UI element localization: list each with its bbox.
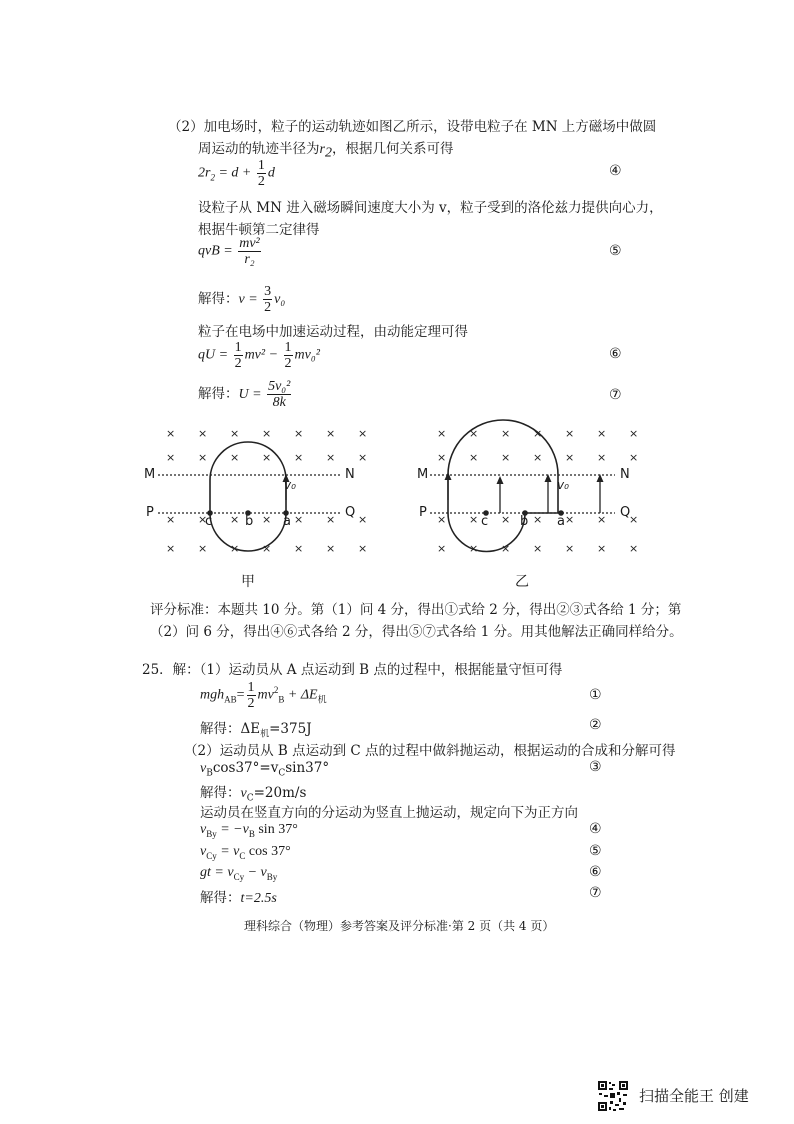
marker-7: ⑦ bbox=[609, 387, 622, 403]
label-N-left: N bbox=[345, 467, 355, 482]
q25-solve-vc: 解得：$v_C=20m/s$ bbox=[200, 785, 307, 804]
q25-equation-2: 解得：$\Delta E_机=375J$ bbox=[200, 721, 312, 740]
figure-right bbox=[430, 420, 615, 552]
field-cross-mark: × bbox=[565, 427, 575, 440]
field-cross-mark: × bbox=[358, 513, 368, 526]
field-cross-mark: × bbox=[326, 427, 336, 440]
q25-marker-2: ② bbox=[589, 717, 602, 733]
q25-equation-6: gt = $v_{Cy} - v_{By}$ bbox=[200, 865, 278, 882]
field-cross-mark: × bbox=[326, 513, 336, 526]
q25-text-vert: 运动员在竖直方向的分运动为竖直上抛运动，规定向下为正方向 bbox=[200, 805, 578, 821]
field-cross-mark: × bbox=[629, 542, 639, 555]
q25-equation-3: $v_B\cos 37^\circ=v_C\sin 37^\circ$ bbox=[200, 760, 330, 779]
field-cross-mark: × bbox=[629, 427, 639, 440]
field-cross-mark: × bbox=[469, 427, 479, 440]
q25-marker-4: ④ bbox=[589, 821, 602, 837]
label-b-left: b bbox=[245, 514, 254, 529]
label-N-right: N bbox=[620, 467, 630, 482]
figure-left bbox=[158, 442, 340, 551]
field-cross-mark: × bbox=[437, 451, 447, 464]
q25-equation-5: $v_{Cy} = v_C$ cos 37° bbox=[200, 844, 291, 861]
label-a-right: a bbox=[557, 514, 565, 529]
field-cross-mark: × bbox=[262, 451, 272, 464]
q25-equation-1: mgh$_{AB}$= $\frac{1}{2}$ $mv^2_B + \Delta E_机$ bbox=[200, 680, 327, 711]
caption-left: 甲 bbox=[241, 574, 255, 590]
q25-marker-3: ③ bbox=[589, 759, 602, 775]
field-cross-mark: × bbox=[597, 427, 607, 440]
label-c-right: c bbox=[481, 514, 489, 529]
trajectory-left bbox=[210, 442, 286, 551]
field-cross-mark: × bbox=[565, 513, 575, 526]
field-cross-mark: × bbox=[501, 451, 511, 464]
q25-head: 25．解：（1）运动员从 A 点运动到 B 点的过程中，根据能量守恒可得 bbox=[142, 662, 563, 678]
q25-equation-4: $v_{By} = -v_B$ sin 37° bbox=[200, 822, 298, 839]
label-a-left: a bbox=[283, 514, 291, 529]
field-cross-mark: × bbox=[198, 427, 208, 440]
field-cross-mark: × bbox=[294, 451, 304, 464]
part2-line1: （2）加电场时，粒子的运动轨迹如图乙所示，设带电粒子在 MN 上方磁场中做圆 bbox=[168, 119, 657, 135]
label-v0-left: v₀ bbox=[284, 478, 296, 492]
field-cross-mark: × bbox=[597, 513, 607, 526]
q25-part2: （2）运动员从 B 点运动到 C 点的过程中做斜抛运动，根据运动的合成和分解可得 bbox=[184, 743, 676, 759]
field-cross-mark: × bbox=[629, 451, 639, 464]
grading-line2: （2）问 6 分，得出④⑥式各给 2 分，得出⑤⑦式各给 1 分。用其他解法正确同样给分。 bbox=[150, 624, 683, 640]
field-cross-mark: × bbox=[437, 542, 447, 555]
marker-4: ④ bbox=[609, 163, 622, 179]
field-cross-mark: × bbox=[198, 513, 208, 526]
field-cross-mark: × bbox=[597, 542, 607, 555]
equation-6: qU = $\frac{1}{2}$ mv² − $\frac{1}{2}$ mv₀² bbox=[198, 340, 320, 371]
field-cross-mark: × bbox=[166, 513, 176, 526]
field-cross-mark: × bbox=[230, 427, 240, 440]
field-cross-mark: × bbox=[294, 427, 304, 440]
field-cross-mark: × bbox=[629, 513, 639, 526]
label-M-left: M bbox=[144, 467, 156, 482]
label-Q-left: Q bbox=[345, 505, 356, 520]
q25-marker-1: ① bbox=[589, 687, 602, 703]
field-cross-mark: × bbox=[565, 542, 575, 555]
field-cross-mark: × bbox=[501, 427, 511, 440]
label-P-right: P bbox=[419, 505, 427, 520]
field-cross-mark: × bbox=[230, 451, 240, 464]
field-cross-mark: × bbox=[230, 542, 240, 555]
equation-4: $2r_2 = d$ + $\frac{1}{2}$ d bbox=[198, 158, 275, 189]
field-cross-mark: × bbox=[326, 451, 336, 464]
field-cross-mark: × bbox=[198, 451, 208, 464]
field-cross-mark: × bbox=[262, 427, 272, 440]
equation-5: qvB = $\frac{\text{mv²}}{\text{r₂}}$ bbox=[198, 236, 260, 267]
marker-6: ⑥ bbox=[609, 346, 622, 362]
field-cross-mark: × bbox=[198, 542, 208, 555]
field-cross-mark: × bbox=[294, 542, 304, 555]
field-cross-mark: × bbox=[437, 513, 447, 526]
part2-text4: 根据牛顿第二定律得 bbox=[198, 222, 320, 238]
field-cross-mark: × bbox=[533, 542, 543, 555]
field-cross-mark: × bbox=[533, 427, 543, 440]
part2-line2: 周运动的轨迹半径为$r_2$，根据几何关系可得 bbox=[198, 141, 454, 161]
solve-v: 解得：v = $\frac{3}{2}$ v₀ bbox=[198, 284, 286, 315]
field-cross-mark: × bbox=[294, 513, 304, 526]
label-c-left: c bbox=[205, 514, 213, 529]
label-Q-right: Q bbox=[620, 505, 631, 520]
q25-marker-5: ⑤ bbox=[589, 843, 602, 859]
watermark-text: 扫描全能王 创建 bbox=[639, 1087, 749, 1105]
q25-equation-7: 解得：t=2.5s bbox=[200, 890, 277, 906]
part2-text5: 粒子在电场中加速运动过程，由动能定理可得 bbox=[198, 324, 468, 340]
part2-text3: 设粒子从 MN 进入磁场瞬间速度大小为 v，粒子受到的洛伦兹力提供向心力， bbox=[198, 200, 663, 216]
label-M-right: M bbox=[417, 467, 429, 482]
page-footer: 理科综合（物理）参考答案及评分标准·第 2 页（共 4 页） bbox=[244, 919, 555, 933]
field-cross-mark: × bbox=[501, 542, 511, 555]
field-cross-mark: × bbox=[469, 513, 479, 526]
field-cross-mark: × bbox=[230, 513, 240, 526]
solve-U: 解得：U = $\frac{\text{5v₀²}}{8k}$ bbox=[198, 379, 291, 410]
grading-line1: 评分标准：本题共 10 分。第（1）问 4 分，得出①式给 2 分，得出②③式各给 1 分；第 bbox=[150, 602, 682, 618]
field-cross-mark: × bbox=[533, 451, 543, 464]
field-cross-mark: × bbox=[565, 451, 575, 464]
label-b-right: b bbox=[520, 514, 529, 529]
field-cross-mark: × bbox=[358, 427, 368, 440]
qr-code-icon bbox=[597, 1080, 629, 1112]
marker-5: ⑤ bbox=[609, 243, 622, 259]
field-cross-mark: × bbox=[501, 513, 511, 526]
field-cross-mark: × bbox=[358, 542, 368, 555]
field-cross-mark: × bbox=[437, 427, 447, 440]
field-cross-mark: × bbox=[166, 542, 176, 555]
field-cross-mark: × bbox=[262, 542, 272, 555]
q25-marker-7: ⑦ bbox=[589, 885, 602, 901]
field-cross-mark: × bbox=[166, 451, 176, 464]
field-cross-mark: × bbox=[262, 513, 272, 526]
label-P-left: P bbox=[146, 505, 154, 520]
field-cross-mark: × bbox=[469, 451, 479, 464]
label-v0-right: v₀ bbox=[557, 478, 569, 492]
field-cross-mark: × bbox=[533, 513, 543, 526]
field-cross-mark: × bbox=[358, 451, 368, 464]
field-cross-mark: × bbox=[597, 451, 607, 464]
field-cross-mark: × bbox=[326, 542, 336, 555]
q25-marker-6: ⑥ bbox=[589, 864, 602, 880]
field-cross-mark: × bbox=[166, 427, 176, 440]
field-cross-mark: × bbox=[469, 542, 479, 555]
caption-right: 乙 bbox=[515, 574, 529, 590]
